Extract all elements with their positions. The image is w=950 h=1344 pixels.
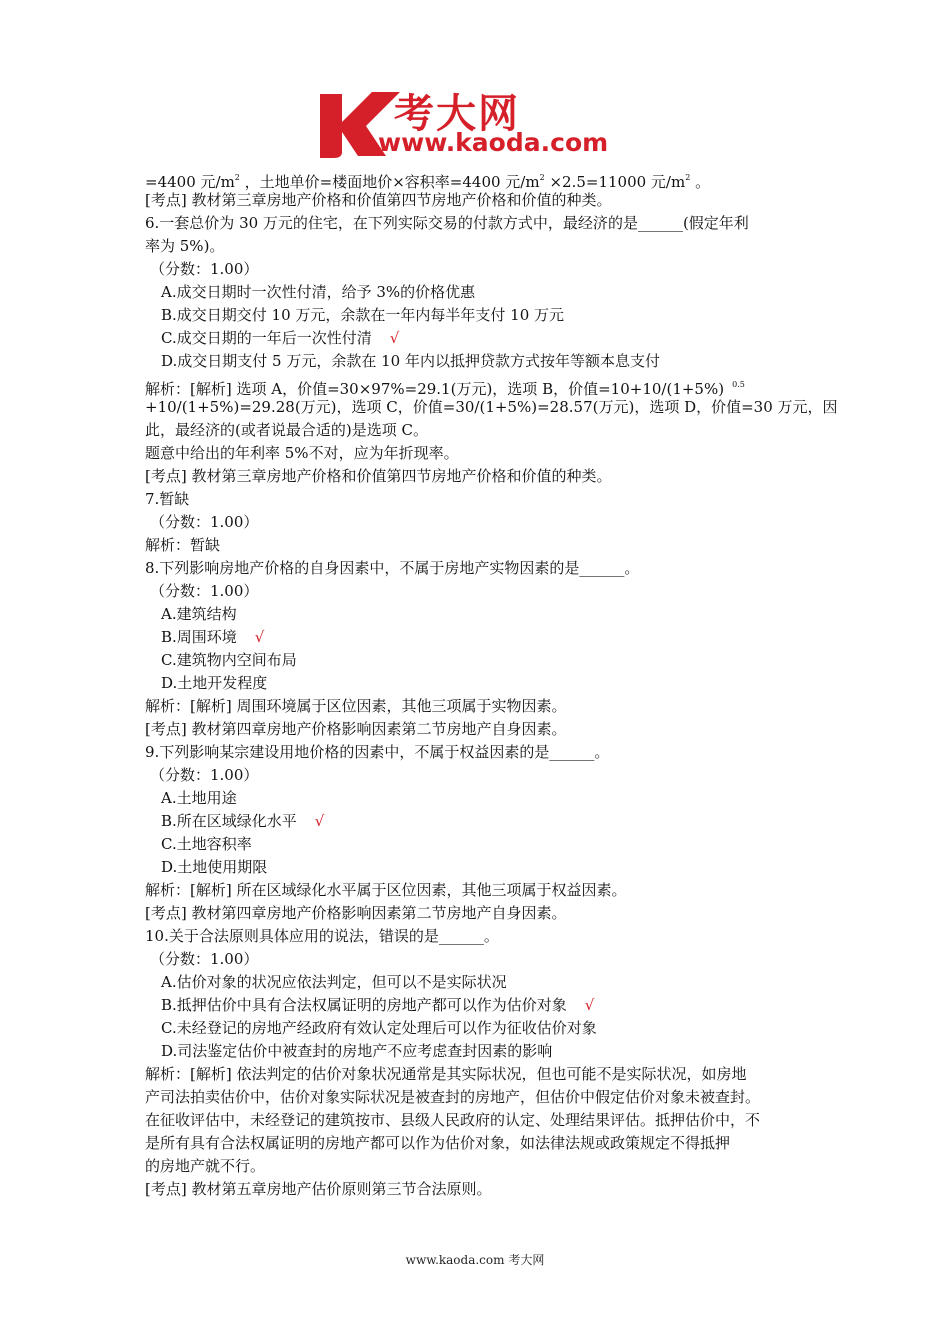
question-6-option-c: C.成交日期的一年后一次性付清 √ bbox=[161, 329, 400, 347]
question-10-exam-point: [考点] 教材第五章房地产估价原则第三节合法原则。 bbox=[145, 1180, 492, 1198]
question-6-option-b: B.成交日期交付 10 万元，余款在一年内每半年支付 10 万元 bbox=[161, 306, 565, 324]
question-10-option-a: A.估价对象的状况应依法判定，但可以不是实际状况 bbox=[161, 973, 507, 991]
question-6-stem-cont: 率为 5%)。 bbox=[145, 237, 225, 255]
question-10-analysis-cont: 的房地产就不行。 bbox=[145, 1157, 266, 1175]
question-9-score: （分数：1.00） bbox=[150, 766, 259, 784]
question-6-score: （分数：1.00） bbox=[150, 260, 259, 278]
question-6-analysis-cont: 此，最经济的(或者说最合适的)是选项 C。 bbox=[145, 421, 428, 439]
exam-point: [考点] 教材第三章房地产价格和价值第四节房地产价格和价值的种类。 bbox=[145, 191, 612, 209]
question-8-option-b: B.周围环境 √ bbox=[161, 628, 265, 646]
question-10-option-d: D.司法鉴定估价中被查封的房地产不应考虑查封因素的影响 bbox=[161, 1042, 553, 1060]
question-6-analysis-cont: 题意中给出的年利率 5%不对，应为年折现率。 bbox=[145, 444, 459, 462]
question-6-analysis: 解析：[解析] 选项 A，价值=30×97%=29.1(万元)，选项 B，价值=10+10/(1+5%) $^{0.5}$ bbox=[145, 380, 745, 398]
question-9-option-b: B.所在区域绿化水平 √ bbox=[161, 812, 325, 830]
question-8-option-c: C.建筑物内空间布局 bbox=[161, 651, 297, 669]
question-7-score: （分数：1.00） bbox=[150, 513, 259, 531]
question-6-stem: 6.一套总价为 30 万元的住宅，在下列实际交易的付款方式中，最经济的是______(假定年利 bbox=[145, 214, 749, 232]
question-10-analysis-cont: 在征收评估中，未经登记的建筑按市、县级人民政府的认定、处理结果评估。抵押估价中，不 bbox=[145, 1111, 761, 1129]
question-9-exam-point: [考点] 教材第四章房地产价格影响因素第二节房地产自身因素。 bbox=[145, 904, 567, 922]
correct-check-icon: √ bbox=[314, 812, 325, 830]
correct-check-icon: √ bbox=[584, 996, 595, 1014]
page-footer: www.kaoda.com 考大网 bbox=[405, 1253, 545, 1267]
correct-check-icon: √ bbox=[254, 628, 265, 646]
site-logo bbox=[316, 86, 636, 162]
question-10-stem: 10.关于合法原则具体应用的说法，错误的是______。 bbox=[145, 927, 499, 945]
question-9-option-d: D.土地使用期限 bbox=[161, 858, 268, 876]
question-6-analysis-cont: +10/(1+5%)=29.28(万元)，选项 C，价值=30/(1+5%)=28.57(万元)，选项 D，价值=30 万元，因 bbox=[145, 398, 838, 416]
logo-brand-text: 考大网 bbox=[394, 91, 520, 137]
question-6-option-a: A.成交日期时一次性付清，给予 3%的价格优惠 bbox=[161, 283, 476, 301]
question-9-option-a: A.土地用途 bbox=[161, 789, 237, 807]
question-10-option-b: B.抵押估价中具有合法权属证明的房地产都可以作为估价对象 √ bbox=[161, 996, 595, 1014]
question-7-stem: 7.暂缺 bbox=[145, 490, 190, 508]
question-7-analysis: 解析：暂缺 bbox=[145, 536, 221, 554]
text-line: =4400 元$/m^2$ ，土地单价=楼面地价×容积率=4400 元$/m^2 \times 2.5=11000$ 元$/m^2$ 。 bbox=[145, 173, 711, 191]
question-10-analysis-cont: 是所有具有合法权属证明的房地产都可以作为估价对象，如法律法规或政策规定不得抵押 bbox=[145, 1134, 731, 1152]
question-9-analysis: 解析：[解析] 所在区域绿化水平属于区位因素，其他三项属于权益因素。 bbox=[145, 881, 627, 899]
question-8-score: （分数：1.00） bbox=[150, 582, 259, 600]
question-8-option-d: D.土地开发程度 bbox=[161, 674, 268, 692]
question-8-option-a: A.建筑结构 bbox=[161, 605, 237, 623]
question-10-analysis: 解析：[解析] 依法判定的估价对象状况通常是其实际状况，但也可能不是实际状况，如房地 bbox=[145, 1065, 747, 1083]
question-10-score: （分数：1.00） bbox=[150, 950, 259, 968]
question-9-stem: 9.下列影响某宗建设用地价格的因素中，不属于权益因素的是______。 bbox=[145, 743, 610, 761]
question-9-option-c: C.土地容积率 bbox=[161, 835, 252, 853]
question-8-stem: 8.下列影响房地产价格的自身因素中，不属于房地产实物因素的是______。 bbox=[145, 559, 640, 577]
question-10-analysis-cont: 产司法拍卖估价中，估价对象实际状况是被查封的房地产，但估价中假定估价对象未被查封。 bbox=[145, 1088, 761, 1106]
question-6-option-d: D.成交日期支付 5 万元，余款在 10 年内以抵押贷款方式按年等额本息支付 bbox=[161, 352, 660, 370]
question-6-exam-point: [考点] 教材第三章房地产价格和价值第四节房地产价格和价值的种类。 bbox=[145, 467, 612, 485]
question-8-exam-point: [考点] 教材第四章房地产价格影响因素第二节房地产自身因素。 bbox=[145, 720, 567, 738]
correct-check-icon: √ bbox=[389, 329, 400, 347]
question-10-option-c: C.未经登记的房地产经政府有效认定处理后可以作为征收估价对象 bbox=[161, 1019, 597, 1037]
question-8-analysis: 解析：[解析] 周围环境属于区位因素，其他三项属于实物因素。 bbox=[145, 697, 567, 715]
document-body bbox=[145, 166, 838, 1201]
logo-url-text: www.kaoda.com bbox=[378, 128, 609, 157]
